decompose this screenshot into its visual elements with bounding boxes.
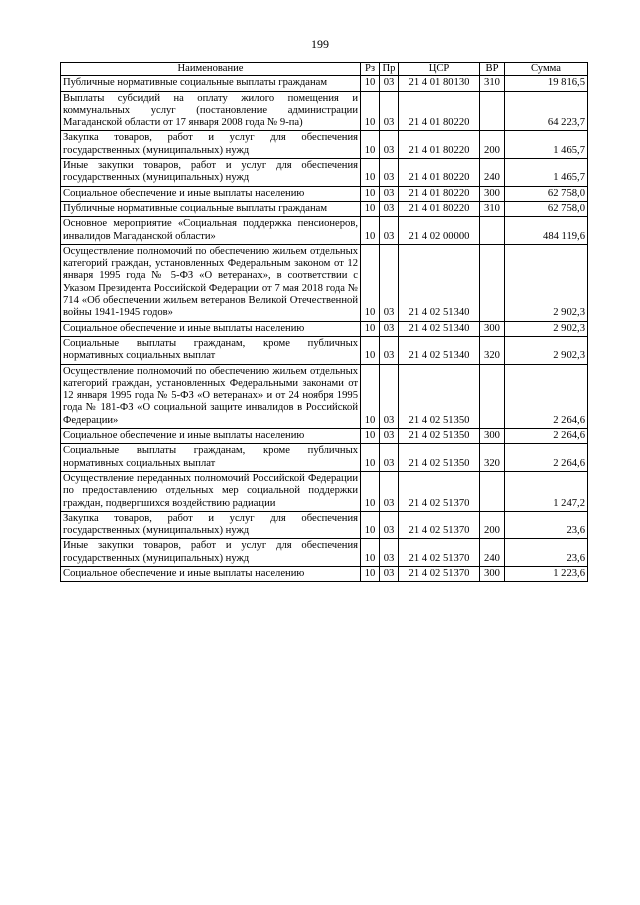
row-name-cell: Закупка товаров, работ и услуг для обеспечения государственных (муниципальных) нужд <box>61 131 361 159</box>
row-vr-cell <box>480 91 505 131</box>
row-sum-cell: 2 902,3 <box>505 321 588 336</box>
row-csr-cell: 21 4 02 51370 <box>399 511 480 539</box>
table-row <box>61 321 588 336</box>
row-rz-cell: 10 <box>361 511 380 539</box>
row-name-cell: Социальное обеспечение и иные выплаты населению <box>61 186 361 201</box>
row-rz-cell: 10 <box>361 201 380 216</box>
row-vr-cell <box>480 364 505 428</box>
row-vr-cell: 310 <box>480 76 505 91</box>
table-row <box>61 131 588 159</box>
table-row <box>61 539 588 567</box>
row-sum-cell: 1 465,7 <box>505 131 588 159</box>
table-row <box>61 566 588 581</box>
row-vr-cell: 200 <box>480 511 505 539</box>
row-rz-cell: 10 <box>361 91 380 131</box>
row-pr-cell: 03 <box>380 336 399 364</box>
row-pr-cell: 03 <box>380 511 399 539</box>
row-sum-cell: 19 816,5 <box>505 76 588 91</box>
row-pr-cell: 03 <box>380 539 399 567</box>
row-rz-cell: 10 <box>361 321 380 336</box>
row-rz-cell: 10 <box>361 364 380 428</box>
table-row <box>61 201 588 216</box>
table-row <box>61 444 588 472</box>
row-rz-cell: 10 <box>361 76 380 91</box>
header-name: Наименование <box>61 63 361 76</box>
row-vr-cell: 240 <box>480 539 505 567</box>
row-name-cell: Осуществление переданных полномочий Российской Федерации по предоставлению отдельных мер социальной поддержки граждан, подвергшихся воздействию радиации <box>61 471 361 511</box>
row-name-cell: Осуществление полномочий по обеспечению жильем отдельных категорий граждан, установленных Федеральным законом от 12 января 1995 года № 5-ФЗ «О ветеранах», в соответствии с Указом Президента Российской Федерации от 7 мая 2018 года № 714 «Об обеспечении жильем ветеранов Великой Отечественной войны 1941-1945 годов» <box>61 244 361 321</box>
header-pr: Пр <box>380 63 399 76</box>
row-name-cell: Иные закупки товаров, работ и услуг для обеспечения государственных (муниципальных) нужд <box>61 539 361 567</box>
row-csr-cell: 21 4 01 80130 <box>399 76 480 91</box>
row-csr-cell: 21 4 01 80220 <box>399 186 480 201</box>
row-csr-cell: 21 4 02 51350 <box>399 444 480 472</box>
page-number: 199 <box>311 37 329 51</box>
row-name-cell: Социальное обеспечение и иные выплаты населению <box>61 566 361 581</box>
row-vr-cell: 300 <box>480 186 505 201</box>
row-rz-cell: 10 <box>361 444 380 472</box>
table-row <box>61 429 588 444</box>
row-vr-cell <box>480 217 505 245</box>
row-rz-cell: 10 <box>361 131 380 159</box>
row-sum-cell: 64 223,7 <box>505 91 588 131</box>
row-csr-cell: 21 4 01 80220 <box>399 91 480 131</box>
row-name-cell: Социальное обеспечение и иные выплаты населению <box>61 321 361 336</box>
row-pr-cell: 03 <box>380 131 399 159</box>
row-name-cell: Социальные выплаты гражданам, кроме публичных нормативных социальных выплат <box>61 336 361 364</box>
row-pr-cell: 03 <box>380 201 399 216</box>
table-header-row <box>61 63 588 76</box>
row-name-cell: Иные закупки товаров, работ и услуг для обеспечения государственных (муниципальных) нужд <box>61 159 361 187</box>
table-body <box>61 76 588 582</box>
row-sum-cell: 1 465,7 <box>505 159 588 187</box>
row-csr-cell: 21 4 02 51370 <box>399 471 480 511</box>
row-pr-cell: 03 <box>380 186 399 201</box>
row-sum-cell: 484 119,6 <box>505 217 588 245</box>
row-vr-cell: 200 <box>480 131 505 159</box>
row-sum-cell: 2 902,3 <box>505 244 588 321</box>
row-name-cell: Публичные нормативные социальные выплаты гражданам <box>61 201 361 216</box>
row-pr-cell: 03 <box>380 429 399 444</box>
row-csr-cell: 21 4 02 51340 <box>399 244 480 321</box>
row-rz-cell: 10 <box>361 186 380 201</box>
row-name-cell: Осуществление полномочий по обеспечению жильем отдельных категорий граждан, установленных Федеральными законами от 12 января 1995 года № 5-ФЗ «О ветеранах» и от 24 ноября 1995 года № 181-ФЗ «О социальной защите инвалидов в Российской Федерации» <box>61 364 361 428</box>
row-name-cell: Социальные выплаты гражданам, кроме публичных нормативных социальных выплат <box>61 444 361 472</box>
row-vr-cell <box>480 471 505 511</box>
row-pr-cell: 03 <box>380 244 399 321</box>
table-row <box>61 159 588 187</box>
row-vr-cell: 310 <box>480 201 505 216</box>
row-sum-cell: 23,6 <box>505 539 588 567</box>
row-vr-cell: 320 <box>480 336 505 364</box>
row-sum-cell: 62 758,0 <box>505 186 588 201</box>
row-sum-cell: 62 758,0 <box>505 201 588 216</box>
header-sum: Сумма <box>505 63 588 76</box>
row-pr-cell: 03 <box>380 566 399 581</box>
row-vr-cell: 300 <box>480 321 505 336</box>
row-csr-cell: 21 4 02 00000 <box>399 217 480 245</box>
row-vr-cell: 240 <box>480 159 505 187</box>
row-csr-cell: 21 4 02 51370 <box>399 539 480 567</box>
row-sum-cell: 23,6 <box>505 511 588 539</box>
row-rz-cell: 10 <box>361 244 380 321</box>
row-vr-cell: 300 <box>480 429 505 444</box>
row-rz-cell: 10 <box>361 217 380 245</box>
table-row <box>61 364 588 428</box>
row-vr-cell: 320 <box>480 444 505 472</box>
header-vr: ВР <box>480 63 505 76</box>
row-csr-cell: 21 4 01 80220 <box>399 131 480 159</box>
row-rz-cell: 10 <box>361 159 380 187</box>
header-rz: Рз <box>361 63 380 76</box>
table-row <box>61 336 588 364</box>
row-pr-cell: 03 <box>380 217 399 245</box>
row-rz-cell: 10 <box>361 336 380 364</box>
row-sum-cell: 2 264,6 <box>505 429 588 444</box>
row-pr-cell: 03 <box>380 364 399 428</box>
row-csr-cell: 21 4 01 80220 <box>399 201 480 216</box>
row-sum-cell: 2 264,6 <box>505 444 588 472</box>
row-pr-cell: 03 <box>380 159 399 187</box>
row-csr-cell: 21 4 01 80220 <box>399 159 480 187</box>
row-sum-cell: 2 902,3 <box>505 336 588 364</box>
table-row <box>61 511 588 539</box>
row-pr-cell: 03 <box>380 76 399 91</box>
row-name-cell: Закупка товаров, работ и услуг для обеспечения государственных (муниципальных) нужд <box>61 511 361 539</box>
row-sum-cell: 2 264,6 <box>505 364 588 428</box>
header-csr: ЦСР <box>399 63 480 76</box>
row-csr-cell: 21 4 02 51350 <box>399 429 480 444</box>
table-row <box>61 217 588 245</box>
row-vr-cell: 300 <box>480 566 505 581</box>
row-name-cell: Основное мероприятие «Социальная поддержка пенсионеров, инвалидов Магаданской области» <box>61 217 361 245</box>
row-csr-cell: 21 4 02 51340 <box>399 321 480 336</box>
row-name-cell: Публичные нормативные социальные выплаты гражданам <box>61 76 361 91</box>
table-row <box>61 76 588 91</box>
row-sum-cell: 1 247,2 <box>505 471 588 511</box>
table-row <box>61 186 588 201</box>
row-rz-cell: 10 <box>361 566 380 581</box>
row-pr-cell: 03 <box>380 444 399 472</box>
row-pr-cell: 03 <box>380 91 399 131</box>
row-csr-cell: 21 4 02 51370 <box>399 566 480 581</box>
table-row <box>61 471 588 511</box>
budget-table <box>60 62 588 582</box>
row-name-cell: Социальное обеспечение и иные выплаты населению <box>61 429 361 444</box>
row-name-cell: Выплаты субсидий на оплату жилого помещения и коммунальных услуг (постановление администрации Магаданской области от 17 января 2008 года № 9-па) <box>61 91 361 131</box>
row-rz-cell: 10 <box>361 429 380 444</box>
row-rz-cell: 10 <box>361 539 380 567</box>
row-vr-cell <box>480 244 505 321</box>
row-csr-cell: 21 4 02 51350 <box>399 364 480 428</box>
row-sum-cell: 1 223,6 <box>505 566 588 581</box>
row-pr-cell: 03 <box>380 321 399 336</box>
table-row <box>61 244 588 321</box>
row-rz-cell: 10 <box>361 471 380 511</box>
row-pr-cell: 03 <box>380 471 399 511</box>
row-csr-cell: 21 4 02 51340 <box>399 336 480 364</box>
table-row <box>61 91 588 131</box>
